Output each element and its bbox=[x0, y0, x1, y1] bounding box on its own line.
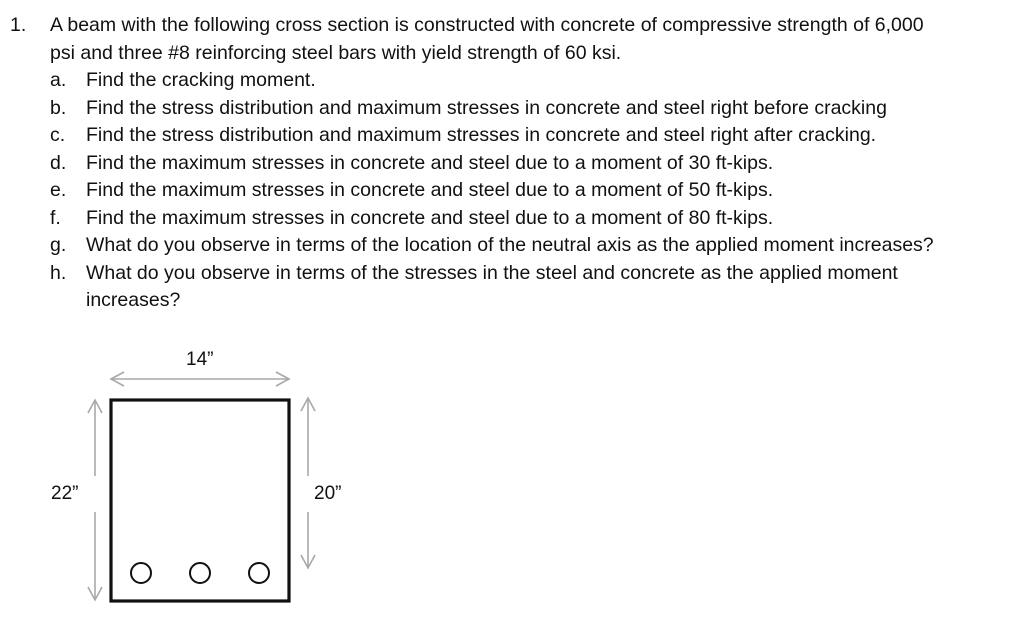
part-text: Find the stress distribution and maximum stresses in concrete and steel right after cracking. bbox=[86, 124, 877, 146]
part-text: What do you observe in terms of the location of the neutral axis as the applied moment increases? bbox=[86, 234, 934, 256]
part-letter: b. bbox=[50, 96, 67, 119]
question-part bbox=[50, 177, 950, 205]
part-text: Find the cracking moment. bbox=[86, 69, 316, 91]
part-letter: h. bbox=[50, 261, 67, 284]
part-text: Find the maximum stresses in concrete and steel due to a moment of 30 ft-kips. bbox=[86, 151, 774, 174]
part-letter: c. bbox=[50, 124, 66, 146]
rebar-circle bbox=[190, 563, 210, 583]
width-dimension-arrow bbox=[111, 372, 289, 386]
part-letter: d. bbox=[50, 151, 67, 174]
part-letter: g. bbox=[50, 234, 67, 256]
width-dimension-label: 14” bbox=[186, 349, 214, 370]
part-text: Find the maximum stresses in concrete and steel due to a moment of 50 ft-kips. bbox=[86, 179, 774, 201]
rebar-circle bbox=[131, 563, 151, 583]
beam-section-outline bbox=[111, 400, 289, 601]
question-part bbox=[50, 95, 950, 123]
question-part bbox=[50, 232, 950, 260]
total-height-label: 22” bbox=[51, 483, 79, 504]
part-text: Find the maximum stresses in concrete and steel due to a moment of 80 ft-kips. bbox=[86, 206, 774, 229]
question-part bbox=[50, 67, 950, 95]
part-text: Find the stress distribution and maximum stresses in concrete and steel right before cracking bbox=[86, 96, 887, 119]
effective-depth-dimension-arrow bbox=[301, 398, 315, 568]
part-letter: a. bbox=[50, 69, 67, 91]
question-stem-text: A beam with the following cross section is constructed with concrete of compressive strength of 6,000 psi and three #8 reinforcing steel bars with yield strength of 60 ksi. bbox=[50, 14, 924, 64]
question-part bbox=[50, 150, 950, 178]
question-part bbox=[50, 122, 950, 150]
rebar-circle bbox=[249, 563, 269, 583]
question-stem bbox=[10, 12, 950, 67]
question-parts-list bbox=[10, 67, 950, 315]
problem-statement bbox=[10, 12, 950, 315]
effective-depth-label: 20” bbox=[314, 483, 342, 504]
question-part bbox=[50, 205, 950, 233]
part-text: What do you observe in terms of the stresses in the steel and concrete as the applied moment increases? bbox=[86, 261, 898, 311]
part-letter: f. bbox=[50, 206, 61, 229]
part-letter: e. bbox=[50, 179, 67, 201]
question-part bbox=[50, 260, 950, 315]
total-height-dimension-arrow bbox=[88, 400, 102, 600]
question-number: 1. bbox=[10, 14, 27, 36]
